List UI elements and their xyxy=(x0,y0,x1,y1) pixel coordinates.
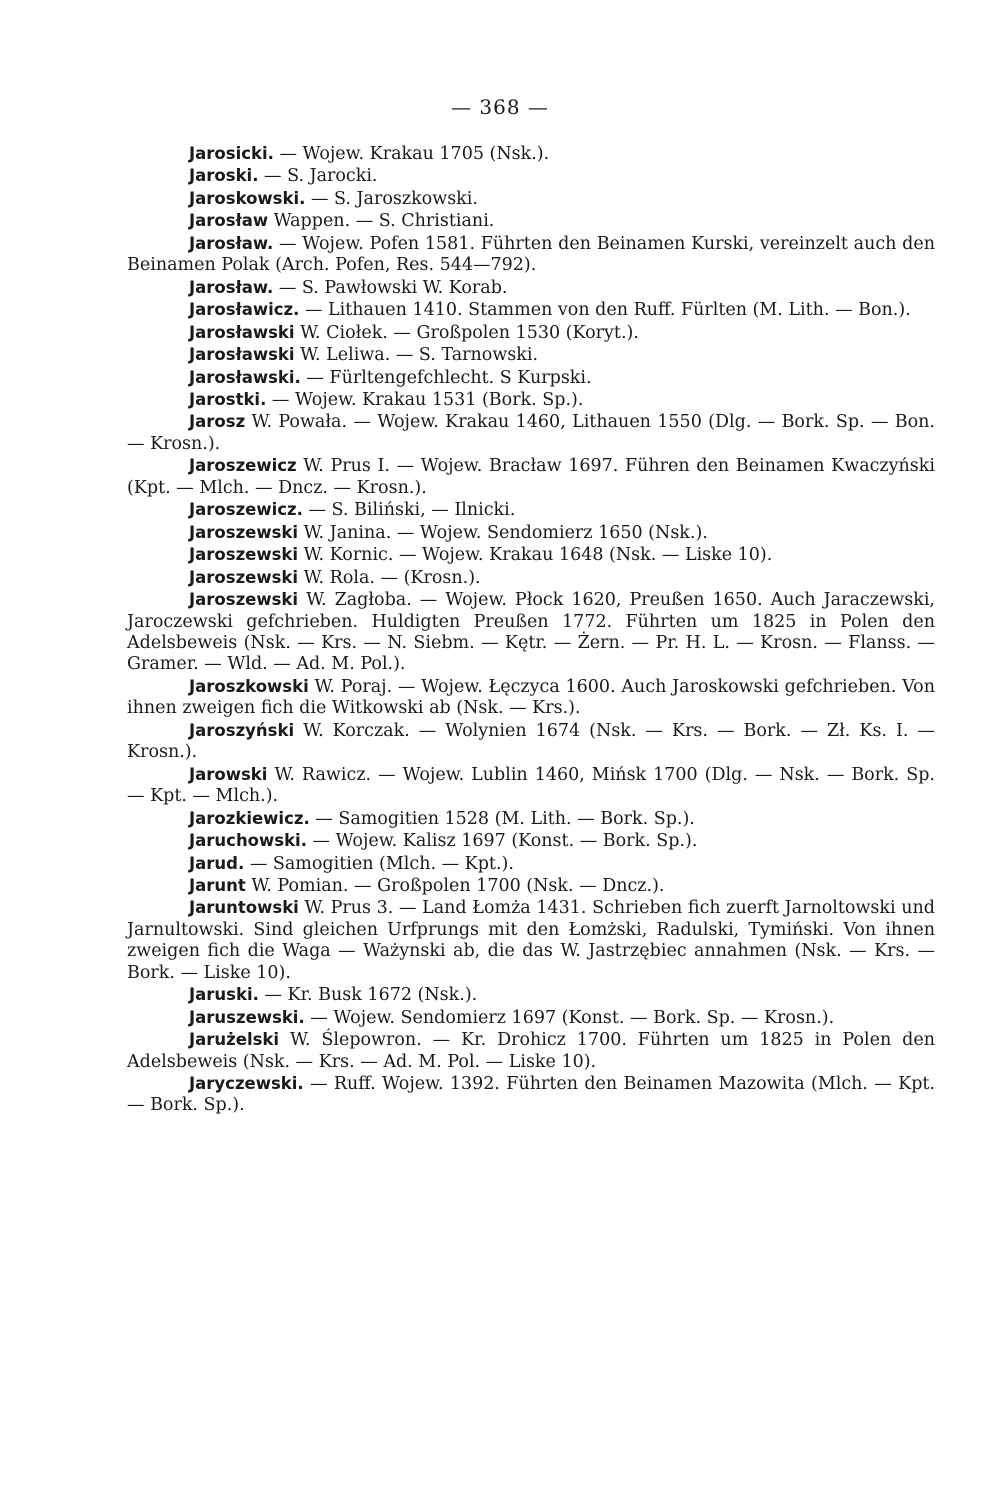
entry-text: W. Rawicz. — Wojew. Lublin 1460, Mińsk 1700 (Dlg. — Nsk. — Bork. Sp. — Kpt. — Mlch.). xyxy=(127,764,935,807)
entry-text: W. Pomian. — Großpolen 1700 (Nsk. — Dncz.). xyxy=(245,875,665,896)
armorial-entry-list xyxy=(127,143,935,1117)
family-name: Jaruntowski xyxy=(189,898,299,918)
entry-text: — Wojew. Pofen 1581. Führten den Beinamen Kurski, vereinzelt auch den Beinamen Polak (Arch. Pofen, Res. 544—792). xyxy=(127,233,935,276)
family-entry xyxy=(127,499,935,521)
family-name: Jaroszewski xyxy=(189,545,299,565)
entry-text: — S. Pawłowski W. Korab. xyxy=(273,277,508,298)
entry-text: W. Prus I. — Wojew. Bracław 1697. Führen den Beinamen Kwaczyński (Kpt. — Mlch. — Dncz. — Krosn.). xyxy=(127,456,935,498)
family-name: Jaroszewicz xyxy=(189,456,297,476)
family-entry xyxy=(127,389,935,411)
family-name: Jaroski. xyxy=(189,166,259,186)
entry-text: W. Rola. — (Krosn.). xyxy=(298,567,481,588)
entry-text: W. Prus 3. — Land Łomża 1431. Schrieben fich zuerft Jarnoltowski und Jarnultowski. Sind gleichen Urfprungs mit den Łomżski, Radulski, Tymiński. Von ihnen zweigen fich die Waga — Ważynski ab, die das W. Jastrzębiec annahmen (Nsk. — Krs. — Bork. — Liske 10). xyxy=(127,898,935,983)
family-entry xyxy=(127,853,935,875)
family-name: Jaroszewski xyxy=(189,590,299,610)
family-name: Jaroszewski xyxy=(189,567,299,587)
family-name: Jarosz xyxy=(189,412,246,432)
family-entry xyxy=(127,522,935,544)
family-entry xyxy=(127,322,935,344)
family-entry xyxy=(127,210,935,232)
family-name: Jarosławski xyxy=(189,345,295,365)
family-entry xyxy=(127,143,935,165)
entry-text: — Wojew. Kalisz 1697 (Konst. — Bork. Sp.). xyxy=(306,831,698,852)
family-name: Jarud. xyxy=(189,853,245,873)
entry-text: — Wojew. Sendomierz 1697 (Konst. — Bork. Sp. — Krosn.). xyxy=(304,1007,835,1028)
family-entry xyxy=(127,875,935,897)
family-name: Jarużelski xyxy=(189,1030,280,1050)
family-name: Jarunt xyxy=(189,875,246,895)
family-name: Jaruchowski. xyxy=(189,831,307,851)
family-name: Jarowski xyxy=(189,764,268,784)
entry-text: W. Korczak. — Wolynien 1674 (Nsk. — Krs. — Bork. — Zł. Ks. I. — Krosn.). xyxy=(127,720,935,763)
family-entry xyxy=(127,367,935,389)
family-entry xyxy=(127,165,935,187)
family-entry xyxy=(127,808,935,830)
entry-text: — Kr. Busk 1672 (Nsk.). xyxy=(258,985,478,1006)
family-name: Jaruszewski. xyxy=(189,1007,305,1027)
entry-text: W. Ślepowron. — Kr. Drohicz 1700. Führten um 1825 in Polen den Adelsbeweis (Nsk. — Krs. — Ad. M. Pol. — Liske 10). xyxy=(127,1030,935,1072)
family-name: Jaryczewski. xyxy=(189,1074,304,1094)
family-entry xyxy=(127,589,935,676)
entry-text: W. Zagłoba. — Wojew. Płock 1620, Preußen 1650. Auch Jaraczewski, Jaroczewski gefchrieben. Huldigten Preußen 1772. Führten um 1825 in Polen den Adelsbeweis (Nsk. — Krs. — N. Siebm. — Kętr. — Żern. — Pr. H. L. — Krosn. — Flanss. — Gramer. — Wld. — Ad. M. Pol.). xyxy=(127,590,935,675)
family-entry xyxy=(127,544,935,566)
family-entry xyxy=(127,897,935,984)
family-name: Jarosławski. xyxy=(189,367,301,387)
family-name: Jarozkiewicz. xyxy=(189,808,310,828)
family-name: Jarosław. xyxy=(189,277,274,297)
entry-text: — Fürltengefchlecht. S Kurpski. xyxy=(300,367,592,388)
family-entry xyxy=(127,1029,935,1073)
entry-text: W. Poraj. — Wojew. Łęczyca 1600. Auch Jaroskowski gefchrieben. Von ihnen zweigen fich die Witkowski ab (Nsk. — Krs.). xyxy=(127,676,935,719)
entry-text: — S. Jaroszkowski. xyxy=(305,188,478,209)
entry-text: Wappen. — S. Christiani. xyxy=(268,211,495,232)
family-name: Jarostki. xyxy=(189,389,267,409)
entry-text: — Wojew. Krakau 1705 (Nsk.). xyxy=(273,144,550,164)
family-entry xyxy=(127,720,935,764)
family-name: Jarosławski xyxy=(189,322,295,342)
family-entry xyxy=(127,233,935,277)
entry-text: — Samogitien 1528 (M. Lith. — Bork. Sp.). xyxy=(309,808,695,829)
entry-text: — S. Biliński, — Ilnicki. xyxy=(302,500,516,521)
entry-text: W. Powała. — Wojew. Krakau 1460, Lithauen 1550 (Dlg. — Bork. Sp. — Bon. — Krosn.). xyxy=(127,412,935,454)
page-number: — 368 — xyxy=(451,95,549,119)
family-entry xyxy=(127,830,935,852)
entry-text: W. Leliwa. — S. Tarnowski. xyxy=(294,345,539,366)
family-entry xyxy=(127,1007,935,1029)
family-name: Jaroszkowski xyxy=(189,676,309,696)
family-name: Jarosław xyxy=(189,211,269,231)
family-name: Jaruski. xyxy=(189,985,259,1005)
entry-text: — S. Jarocki. xyxy=(258,166,378,187)
family-entry xyxy=(127,344,935,366)
family-entry xyxy=(127,299,935,321)
entry-text: W. Ciołek. — Großpolen 1530 (Koryt.). xyxy=(294,322,639,343)
family-entry xyxy=(127,676,935,720)
entry-text: — Lithauen 1410. Stammen von den Ruff. Fürlten (M. Lith. — Bon.). xyxy=(299,300,911,321)
entry-text: — Ruff. Wojew. 1392. Führten den Beinamen Mazowita (Mlch. — Kpt. — Bork. Sp.). xyxy=(127,1074,935,1116)
family-entry xyxy=(127,1073,935,1117)
family-name: Jaroszewicz. xyxy=(189,500,303,520)
entry-text: W. Kornic. — Wojew. Krakau 1648 (Nsk. — Liske 10). xyxy=(298,545,773,566)
family-entry xyxy=(127,455,935,499)
family-entry xyxy=(127,411,935,455)
family-name: Jarosław. xyxy=(189,233,274,253)
family-entry xyxy=(127,984,935,1006)
entry-text: — Wojew. Krakau 1531 (Bork. Sp.). xyxy=(266,389,584,410)
family-entry xyxy=(127,567,935,589)
family-name: Jaroskowski. xyxy=(189,188,306,208)
entry-text: W. Janina. — Wojew. Sendomierz 1650 (Nsk.). xyxy=(298,522,708,543)
family-entry xyxy=(127,277,935,299)
family-name: Jarosławicz. xyxy=(189,300,300,320)
family-entry xyxy=(127,764,935,808)
family-name: Jarosicki. xyxy=(189,144,274,163)
family-name: Jaroszyński xyxy=(189,720,295,740)
family-name: Jaroszewski xyxy=(189,522,299,542)
family-entry xyxy=(127,188,935,210)
entry-text: — Samogitien (Mlch. — Kpt.). xyxy=(244,853,514,874)
